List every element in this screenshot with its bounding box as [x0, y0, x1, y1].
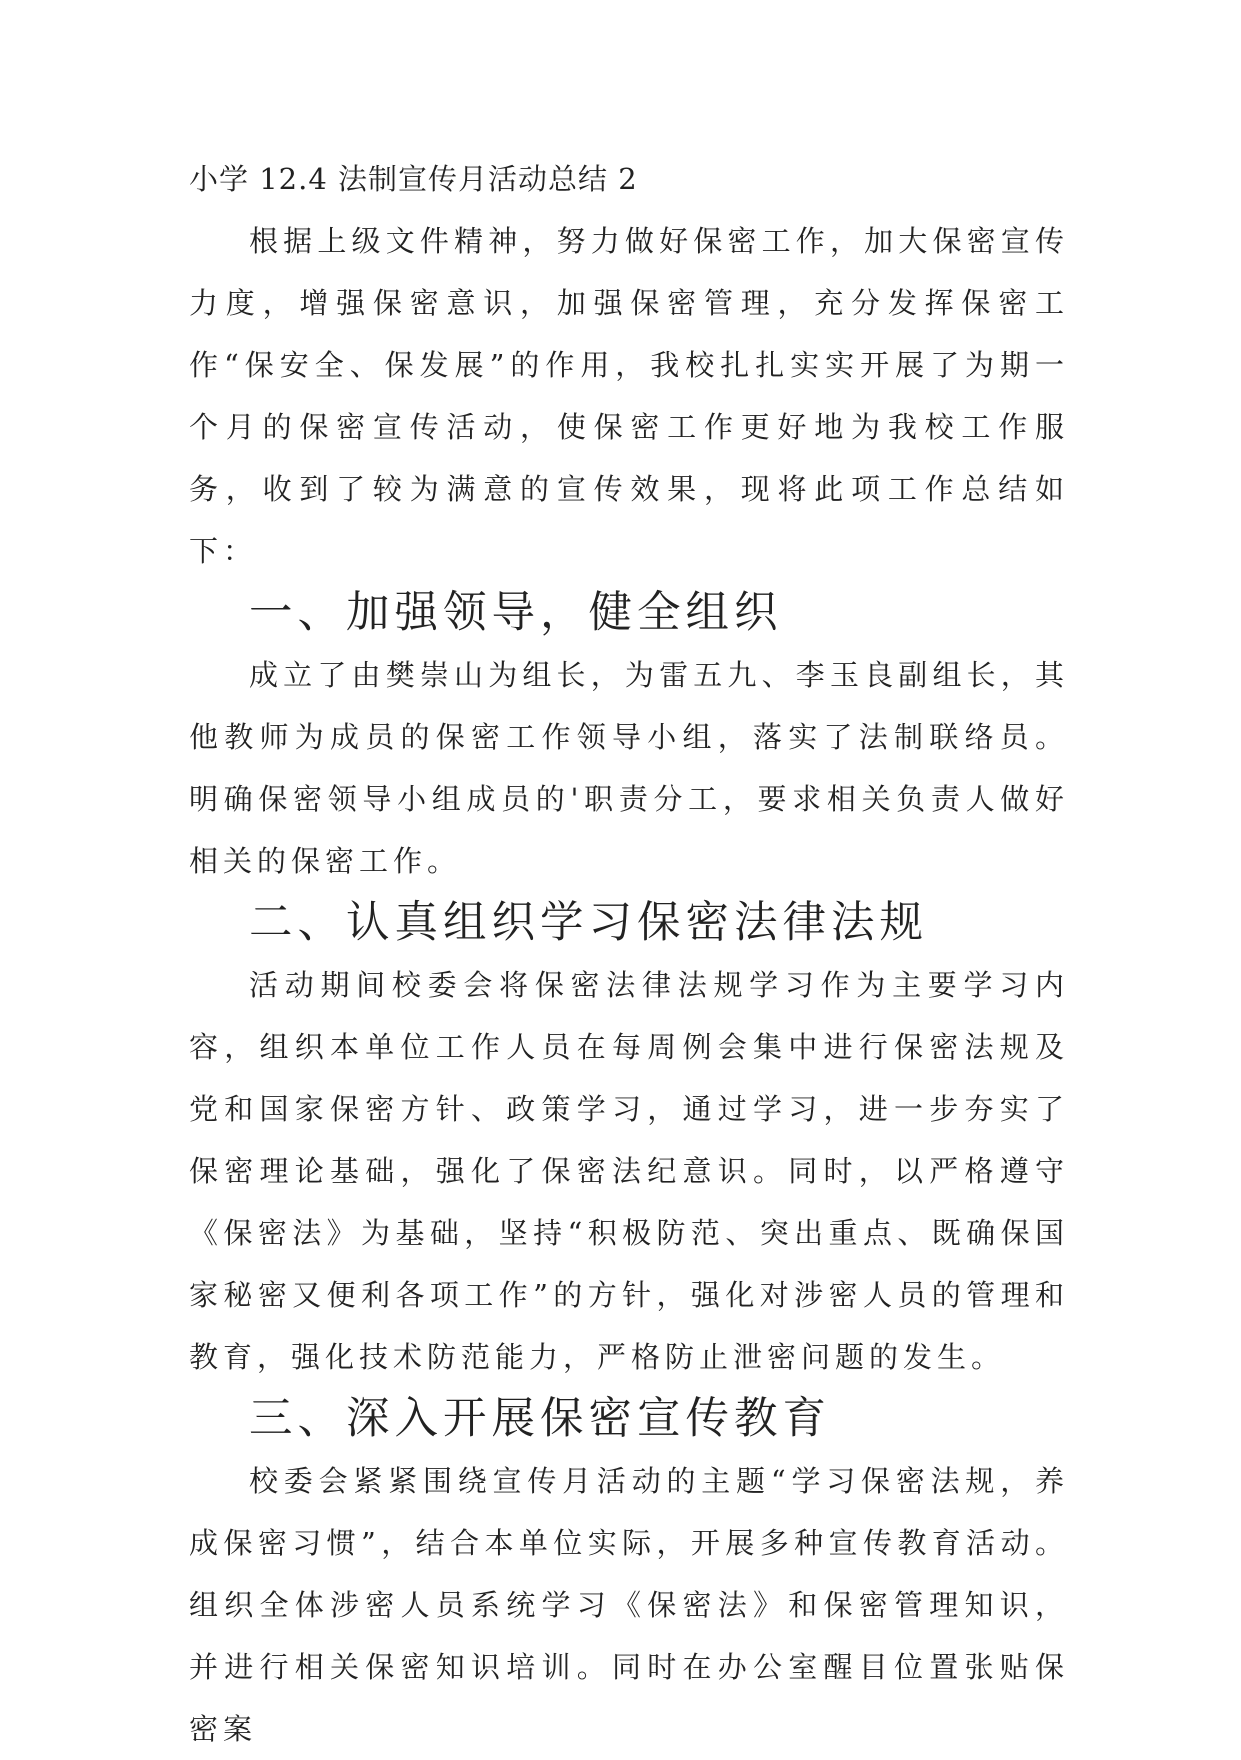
- document-title: 小学 12.4 法制宣传月活动总结 2: [189, 162, 638, 196]
- intro-paragraph: 根据上级文件精神，努力做好保密工作，加大保密宣传力度，增强保密意识，加强保密管理，充分发挥保密工作“保安全、保发展”的作用，我校扎扎实实开展了为期一个月的保密宣传活动，使保密工作更好地为我校工作服务，收到了较为满意的宣传效果，现将此项工作总结如下：: [189, 224, 1069, 568]
- section-body-2: 活动期间校委会将保密法律法规学习作为主要学习内容，组织本单位工作人员在每周例会集中进行保密法规及党和国家保密方针、政策学习，通过学习，进一步夯实了保密理论基础，强化了保密法纪意识。同时，以严格遵守《保密法》为基础，坚持“积极防范、突出重点、既确保国家秘密又便利各项工作”的方针，强化对涉密人员的管理和教育，强化技术防范能力，严格防止泄密问题的发生。: [189, 968, 1069, 1374]
- section-heading-3: 三、深入开展保密宣传教育: [249, 1394, 831, 1444]
- section-body-1: 成立了由樊崇山为组长，为雷五九、李玉良副组长，其他教师为成员的保密工作领导小组，落实了法制联络员。明确保密领导小组成员的'职责分工，要求相关负责人做好相关的保密工作。: [189, 658, 1069, 878]
- section-heading-2: 二、认真组织学习保密法律法规: [249, 898, 928, 948]
- section-body-3: 校委会紧紧围绕宣传月活动的主题“学习保密法规，养成保密习惯”，结合本单位实际，开展多种宣传教育活动。组织全体涉密人员系统学习《保密法》和保密管理知识，并进行相关保密知识培训。同时在办公室醒目位置张贴保密案: [189, 1464, 1069, 1746]
- document-body: [189, 148, 1069, 1760]
- section-heading-1: 一、加强领导，健全组织: [249, 588, 783, 638]
